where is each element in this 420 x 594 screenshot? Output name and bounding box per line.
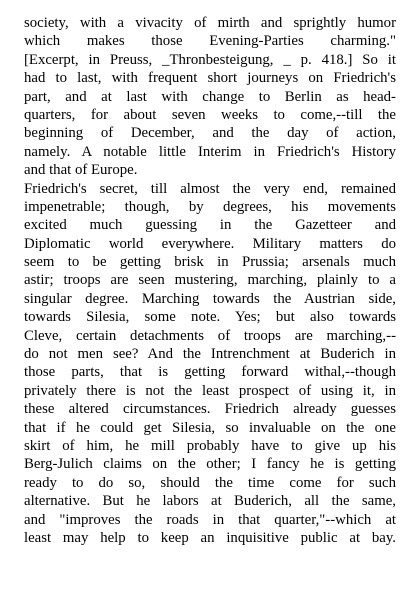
text-line: skirt of him, he mill probably have to give up his [24,437,396,454]
text-line: had to last, with frequent short journeys on Friedrich's [24,70,396,87]
paragraph-1 [24,14,396,180]
text-line: ready to do so, should the time come for such [24,474,396,491]
text-line: society, with a vivacity of mirth and sprightly humor [24,15,396,31]
text-line: and "improves the roads in that quarter,"--which at [24,511,396,528]
text-line: seem to be getting brisk in Prussia; arsenals much [24,254,396,271]
text-line: part, and at last with change to Berlin as head- [24,88,396,105]
text-line: impenetrable; though, by degrees, his movements [24,198,396,215]
text-line: Cleve, certain detachments of troops are marching,-- [24,327,396,344]
text-line: [Excerpt, in Preuss, _Thronbesteigung, _ p. 418.] So it [24,51,396,68]
text-line: do not men see? And the Intrenchment at Buderich in [24,346,396,363]
text-line: which makes those Evening-Parties charming." [24,33,396,50]
text-line: singular degree. Marching towards the Austrian side, [24,290,396,307]
page-body [24,14,396,547]
text-line: quarters, for about seven weeks to come,--till the [24,106,396,123]
text-line: alternative. But he labors at Buderich, all the same, [24,493,396,510]
text-line: Friedrich's secret, till almost the very end, remained [24,180,396,197]
text-line: Berg-Julich claims on the other; I fancy he is getting [24,456,396,473]
text-line: excited much guessing in the Gazetteer and [24,217,396,234]
text-line: towards Silesia, some note. Yes; but also towards [24,309,396,326]
text-line: astir; troops are seen mustering, marching, plainly to a [24,272,396,289]
text-line: Diplomatic world everywhere. Military matters do [24,235,396,252]
text-line: that if he could get Silesia, so invaluable on the one [24,419,396,436]
text-line: privately there is not the least prospect of using it, in [24,382,396,399]
text-line: these altered circumstances. Friedrich already guesses [24,401,396,418]
text-line: namely. A notable little Interim in Friedrich's History [24,143,396,160]
text-line: least may help to keep an inquisitive public at bay. [24,529,396,546]
paragraph-2 [24,180,396,548]
text-line: those parts, that is getting forward withal,--though [24,364,396,381]
text-line: beginning of December, and the day of action, [24,125,396,142]
text-line: and that of Europe. [24,162,138,179]
